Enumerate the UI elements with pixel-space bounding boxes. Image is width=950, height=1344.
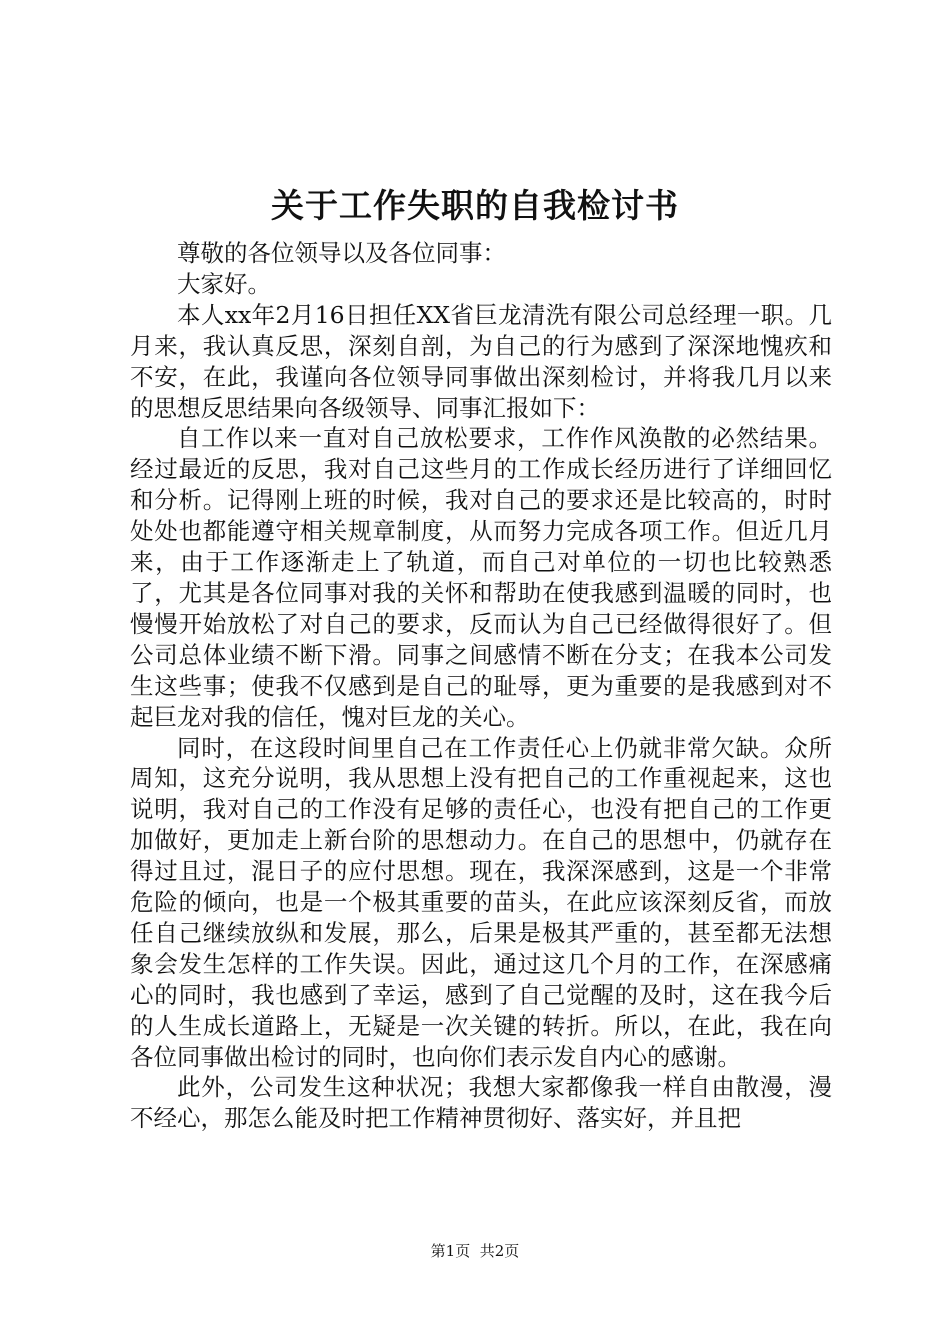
paragraph-3: 同时，在这段时间里自己在工作责任心上仍就非常欠缺。众所周知，这充分说明，我从思想上没有把自己的工作重视起来，这也说明，我对自己的工作没有足够的责任心，也没有把自己的工作更加做好，更加走上新台阶的思想动力。在自己的思想中，仍就存在得过且过，混日子的应付思想。现在，我深深感到，这是一个非常危险的倾向，也是一个极其重要的苗头，在此应该深刻反省，而放任自己继续放纵和发展，那么，后果是极其严重的，甚至都无法想象会发生怎样的工作失误。因此，通过这几个月的工作，在深感痛心的同时，我也感到了幸运，感到了自己觉醒的及时，这在我今后的人生成长道路上，无疑是一次关键的转折。所以，在此，我在向各位同事做出检讨的同时，也向你们表示发自内心的感谢。	[130, 733, 832, 1071]
document-body	[130, 238, 832, 1134]
paragraph-4: 此外，公司发生这种状况；我想大家都像我一样自由散漫，漫不经心，那怎么能及时把工作精神贯彻好、落实好，并且把	[130, 1073, 832, 1133]
greeting: 尊敬的各位领导以及各位同事：	[177, 239, 506, 267]
paragraph-1: 本人xx年2月16日担任XX省巨龙清洗有限公司总经理一职。几月来，我认真反思，深刻自剖，为自己的行为感到了深深地愧疚和不安，在此，我谨向各位领导同事做出深刻检讨，并将我几月以来的思想反思结果向各级领导、同事汇报如下：	[130, 300, 832, 422]
document-title: 关于工作失职的自我检讨书	[271, 186, 679, 225]
page-number: 第1页	[430, 1242, 471, 1260]
page-total: 共2页	[479, 1242, 520, 1260]
salutation: 大家好。	[177, 269, 271, 298]
paragraph-2: 自工作以来一直对自己放松要求，工作作风涣散的必然结果。经过最近的反思，我对自己这些月的工作成长经历进行了详细回忆和分析。记得刚上班的时候，我对自己的要求还是比较高的，时时处处也都能遵守相关规章制度，从而努力完成各项工作。但近几月来，由于工作逐渐走上了轨道，而自己对单位的一切也比较熟悉了，尤其是各位同事对我的关怀和帮助在使我感到温暖的同时，也慢慢开始放松了对自己的要求，反而认为自己已经做得很好了。但公司总体业绩不断下滑。同事之间感情不断在分支；在我本公司发生这些事；使我不仅感到是自己的耻辱，更为重要的是我感到对不起巨龙对我的信任，愧对巨龙的关心。	[130, 424, 832, 731]
page-footer	[0, 1241, 950, 1261]
